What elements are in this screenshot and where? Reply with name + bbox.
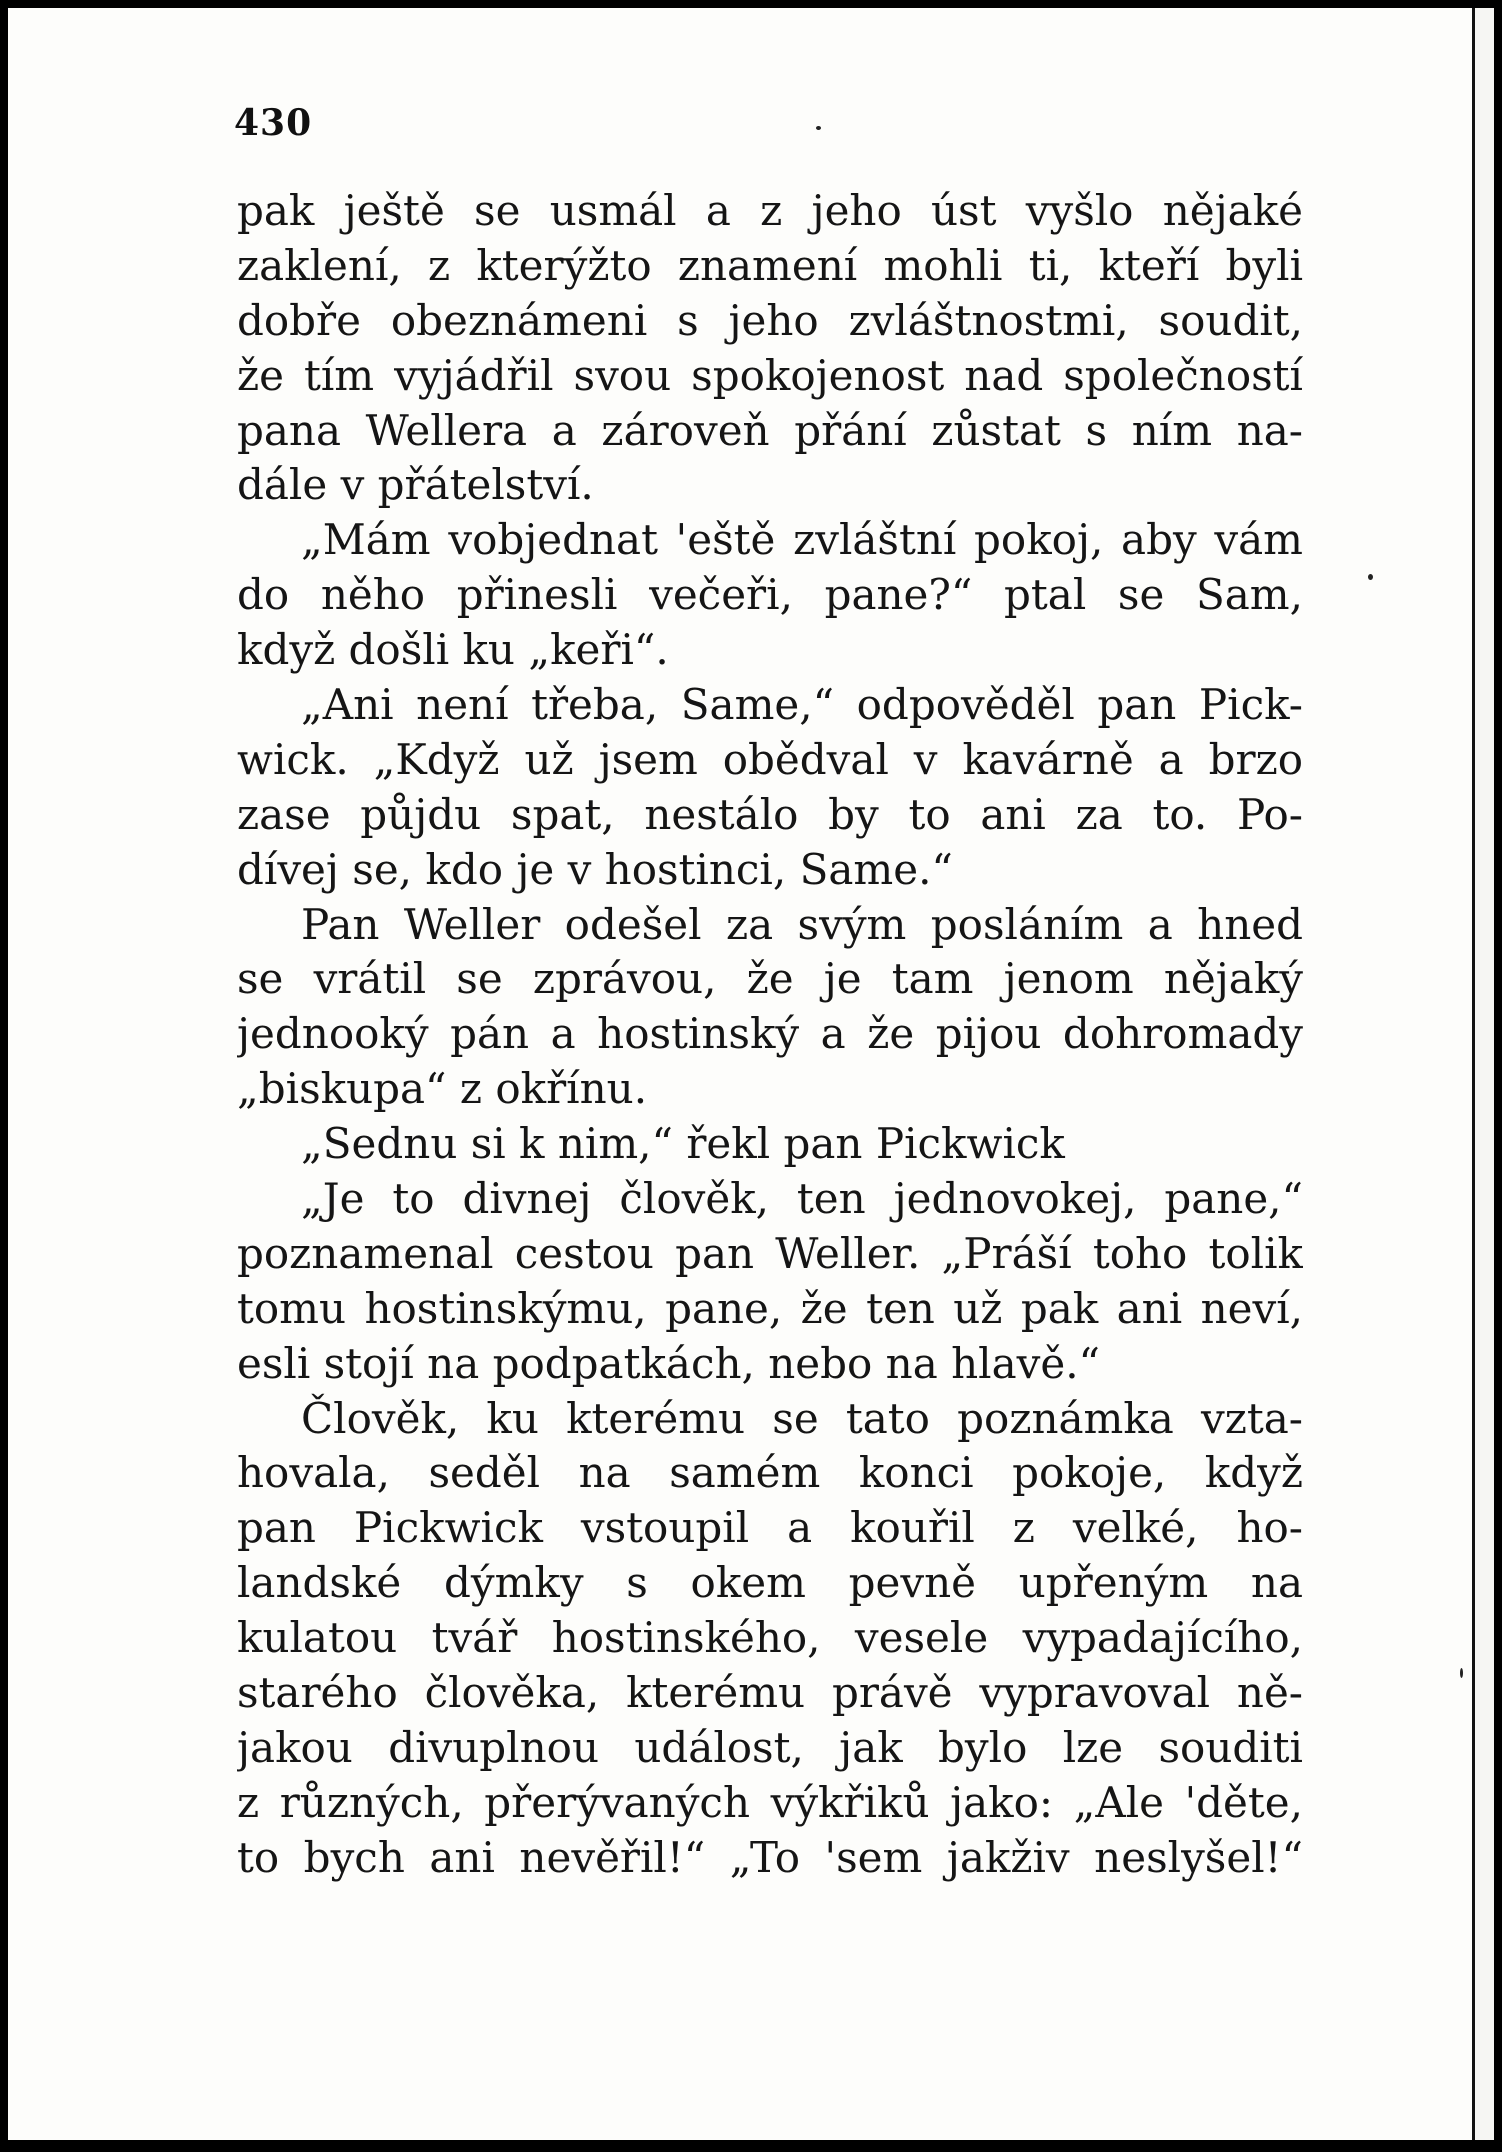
text-line: wick. „Když už jsem obědval v kavárně a brzo (237, 734, 1303, 784)
text-line: pana Wellera a zároveň přání zůstat s ním na- (237, 405, 1303, 455)
text-line: zase půjdu spat, nestálo by to ani za to. Po- (237, 789, 1303, 839)
text-line: „Je to divnej člověk, ten jednovokej, pane,“ (301, 1174, 1303, 1224)
text-line: dále v přátelství. (237, 460, 594, 510)
text-line: starého člověka, kterému právě vypravoval ně- (237, 1668, 1303, 1718)
text-line: pan Pickwick vstoupil a kouřil z velké, ho- (237, 1503, 1303, 1553)
text-line: Člověk, ku kterému se tato poznámka vzta- (301, 1393, 1303, 1443)
text-line: to bych ani nevěřil!“ „To 'sem jakživ neslyšel!“ (237, 1832, 1303, 1882)
text-line: kulatou tvář hostinského, vesele vypadajícího, (237, 1613, 1303, 1663)
text-line: se vrátil se zprávou, že je tam jenom nějaký (237, 954, 1303, 1004)
page-text (237, 184, 1303, 1886)
text-line: „biskupa“ z okřínu. (237, 1064, 648, 1114)
page-edge-strip (1472, 8, 1494, 2140)
print-speck (1368, 574, 1373, 580)
text-line: pak ještě se usmál a z jeho úst vyšlo nějaké (237, 186, 1303, 235)
text-line: když došli ku „keři“. (237, 625, 669, 675)
text-line: že tím vyjádřil svou spokojenost nad společností (237, 350, 1303, 400)
text-line: esli stojí na podpatkách, nebo na hlavě.“ (237, 1338, 1101, 1388)
text-line: jednooký pán a hostinský a že pijou dohromady (237, 1009, 1303, 1059)
text-line: „Ani není třeba, Same,“ odpověděl pan Pick- (301, 680, 1303, 730)
text-line: jakou divuplnou událost, jak bylo lze souditi (237, 1722, 1303, 1772)
text-line: dobře obeznámeni s jeho zvláštnostmi, soudit, (237, 295, 1303, 345)
text-line: do něho přinesli večeři, pane?“ ptal se Sam, (237, 570, 1303, 620)
text-line: hovala, seděl na samém konci pokoje, když (237, 1448, 1303, 1498)
print-speck (1460, 1668, 1463, 1678)
text-line: landské dýmky s okem pevně upřeným na (237, 1558, 1303, 1608)
text-line: „Mám vobjednat 'eště zvláštní pokoj, aby vám (301, 515, 1303, 565)
print-speck (816, 126, 821, 130)
text-line: dívej se, kdo je v hostinci, Same.“ (237, 844, 953, 894)
book-page (8, 8, 1472, 2140)
text-line: Pan Weller odešel za svým posláním a hned (301, 899, 1303, 949)
text-line: zaklení, z kterýžto znamení mohli ti, kteří byli (237, 240, 1303, 290)
text-line: z různých, přerývaných výkřiků jako: „Ale 'děte, (237, 1777, 1303, 1827)
text-line: poznamenal cestou pan Weller. „Práší toho tolik (237, 1228, 1303, 1278)
page-number: 430 (234, 102, 313, 144)
text-line: „Sednu si k nim,“ řekl pan Pickwick (301, 1119, 1065, 1169)
text-line: tomu hostinskýmu, pane, že ten už pak ani neví, (237, 1283, 1303, 1333)
